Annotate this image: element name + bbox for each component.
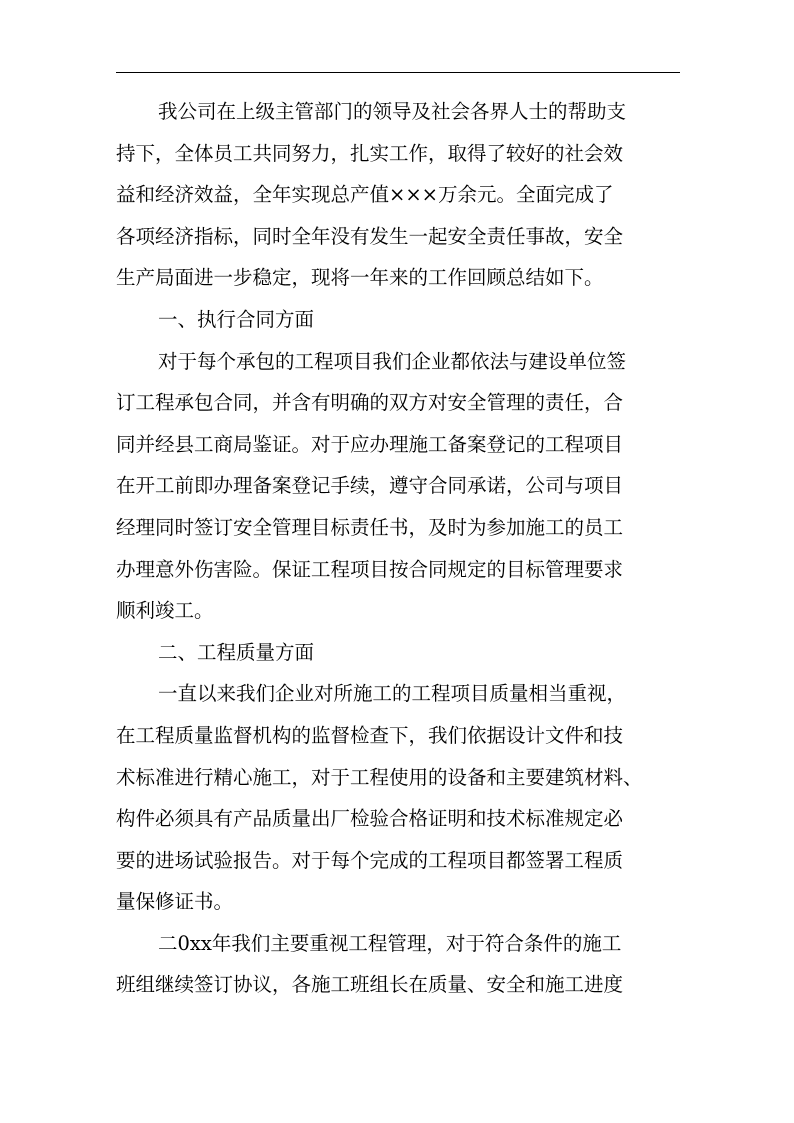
text-line: 生产局面进一步稳定，现将一年来的工作回顾总结如下。 bbox=[116, 266, 604, 290]
text-line: 持下，全体员工共同努力，扎实工作，取得了较好的社会效 bbox=[116, 141, 624, 165]
document-body bbox=[116, 91, 680, 1006]
text-line: 构件必须具有产品质量出厂检验合格证明和技术标准规定必 bbox=[116, 807, 624, 831]
header-rule bbox=[116, 72, 680, 73]
section-heading: 二、工程质量方面 bbox=[158, 640, 315, 664]
text-line: 在工程质量监督机构的监督检查下，我们依据设计文件和技 bbox=[116, 723, 624, 747]
section-heading: 一、执行合同方面 bbox=[158, 307, 315, 331]
text-line: 量保修证书。 bbox=[116, 890, 234, 914]
text-line: 一直以来我们企业对所施工的工程项目质量相当重视， bbox=[158, 682, 627, 706]
text-line: 在开工前即办理备案登记手续，遵守合同承诺，公司与项目 bbox=[116, 474, 624, 498]
text-line: 对于每个承包的工程项目我们企业都依法与建设单位签 bbox=[158, 349, 627, 373]
text-line: 术标准进行精心施工，对于工程使用的设备和主要建筑材料、 bbox=[116, 765, 643, 789]
text-line: 订工程承包合同，并含有明确的双方对安全管理的责任，合 bbox=[116, 391, 624, 415]
text-line: 班组继续签订协议，各施工班组长在质量、安全和施工进度 bbox=[116, 973, 624, 997]
text-line: 二0xx年我们主要重视工程管理，对于符合条件的施工 bbox=[158, 931, 622, 955]
text-line: 益和经济效益，全年实现总产值×××万余元。全面完成了 bbox=[116, 183, 614, 207]
text-line: 办理意外伤害险。保证工程项目按合同规定的目标管理要求 bbox=[116, 557, 624, 581]
text-line: 顺利竣工。 bbox=[116, 599, 214, 623]
text-line: 各项经济指标，同时全年没有发生一起安全责任事故，安全 bbox=[116, 224, 624, 248]
text-line: 经理同时签订安全管理目标责任书，及时为参加施工的员工 bbox=[116, 515, 624, 539]
text-line: 我公司在上级主管部门的领导及社会各界人士的帮助支 bbox=[158, 100, 627, 123]
text-line: 同并经县工商局鉴证。对于应办理施工备案登记的工程项目 bbox=[116, 432, 624, 456]
text-line: 要的进场试验报告。对于每个完成的工程项目都签署工程质 bbox=[116, 848, 624, 872]
